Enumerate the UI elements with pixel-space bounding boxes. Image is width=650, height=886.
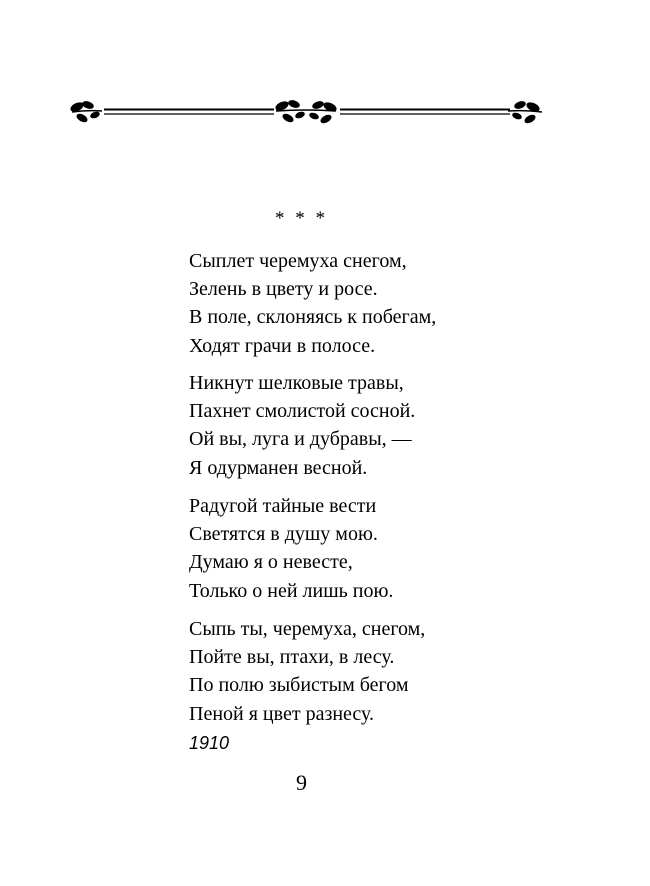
leaf-cluster-left — [69, 100, 102, 124]
stanza-1 — [189, 247, 549, 360]
leaf-cluster-right — [508, 100, 542, 125]
poem-line: По полю зыбистым бегом — [189, 674, 409, 697]
poem-line: Думаю я о невесте, — [189, 551, 353, 574]
poem-line: Я одурманен весной. — [189, 456, 368, 479]
poem-line: Только о ней лишь пою. — [189, 579, 394, 602]
poem-line: Пойте вы, птахи, в лесу. — [189, 646, 395, 669]
poem-line: Сыпь ты, черемуха, снегом, — [189, 618, 426, 640]
stanza-4 — [189, 615, 549, 728]
poem-line: Ой вы, луга и дубравы, — — [189, 428, 412, 451]
stanza-3 — [189, 492, 549, 605]
poem-line: Сыплет черемуха снегом, — [189, 250, 407, 272]
leaf-cluster-center — [274, 99, 338, 125]
poem-line: Пеной я цвет разнесу. — [189, 702, 375, 725]
poem-line: Никнут шелковые травы, — [189, 372, 404, 394]
poem-year: 1910 — [189, 733, 230, 753]
double-rule-left — [104, 110, 274, 115]
poem-line: Пахнет смолистой сосной. — [189, 400, 416, 423]
stanza-2 — [189, 369, 549, 482]
leaf-vignette-icon — [68, 96, 546, 130]
poem-line: Светятся в душу мою. — [189, 523, 378, 546]
page-number: 9 — [296, 770, 307, 795]
section-separator: * * * — [275, 208, 325, 229]
poem-line: Ходят грачи в полосе. — [189, 334, 376, 357]
poem-line: Радугой тайные вести — [189, 495, 377, 517]
poem-line: Зелень в цвету и росе. — [189, 278, 378, 301]
double-rule-right — [340, 110, 510, 115]
poem-line: В поле, склоняясь к побегам, — [189, 306, 437, 329]
